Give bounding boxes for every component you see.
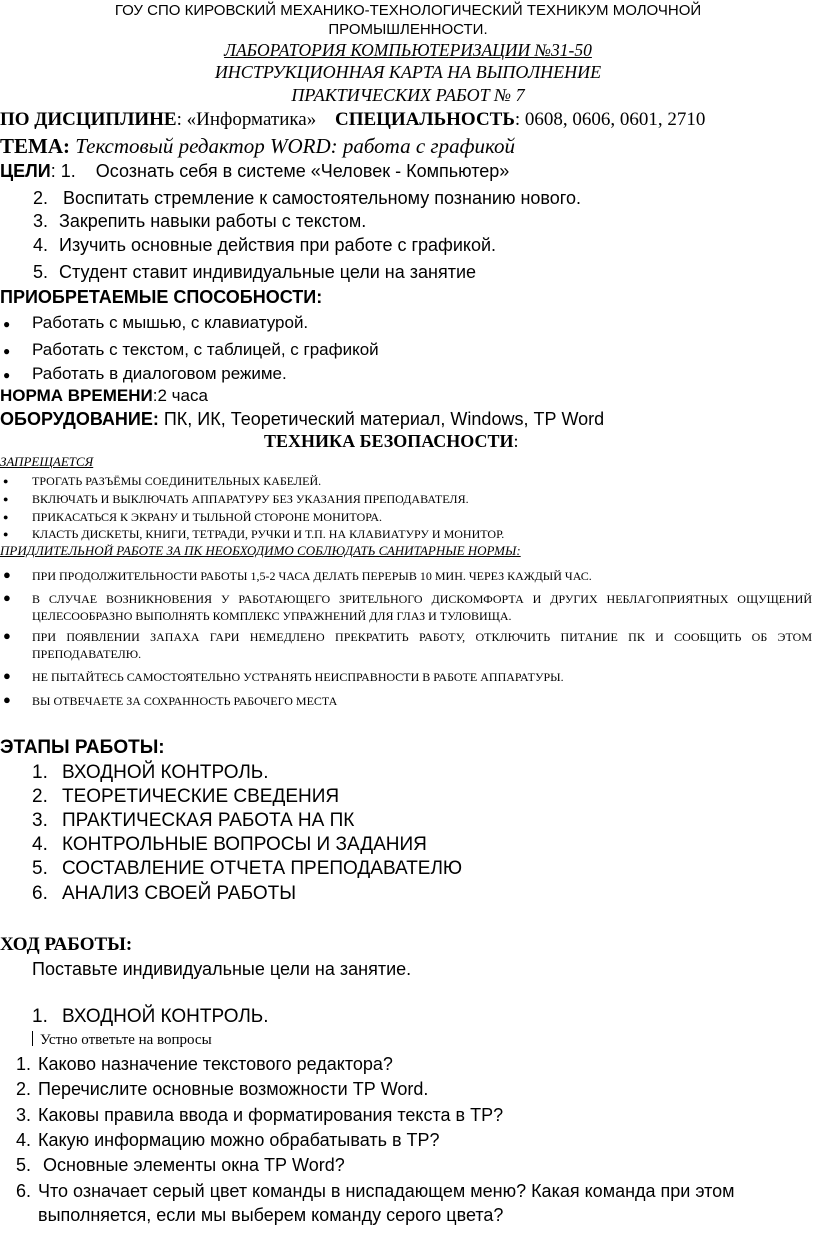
oral-instruction	[32, 1031, 212, 1049]
goal-text-2: Воспитать стремление к самостоятельному познанию нового.	[63, 188, 581, 208]
stage-number-5: 5.	[32, 858, 48, 879]
ability-item-3: Работать в диалоговом режиме.	[32, 364, 287, 383]
question-text-3: Каковы правила ввода и форматирования текста в ТР?	[38, 1105, 504, 1125]
goal-item-2	[33, 188, 581, 209]
stage-text-4: КОНТРОЛЬНЫЕ ВОПРОСЫ И ЗАДАНИЯ	[62, 834, 427, 855]
stage-number-2: 2.	[32, 786, 48, 807]
goal-item-4	[33, 235, 496, 256]
institution-line-1: ГОУ СПО КИРОВСКИЙ МЕХАНИКО-ТЕХНОЛОГИЧЕСКИЙ ТЕХНИКУМ МОЛОЧНОЙ	[114, 2, 702, 19]
control-heading	[32, 1006, 269, 1028]
stage-text-1: ВХОДНОЙ КОНТРОЛЬ.	[62, 762, 269, 783]
bullet-icon: ●	[3, 567, 11, 582]
stage-text-2: ТЕОРЕТИЧЕСКИЕ СВЕДЕНИЯ	[62, 786, 340, 807]
goal-number-1: : 1.	[50, 161, 76, 181]
goal-number-2: 2.	[33, 188, 49, 208]
forbidden-item-3: ПРИКАСАТЬСЯ К ЭКРАНУ И ТЫЛЬНОЙ СТОРОНЕ МОНИТОРА.	[32, 510, 383, 524]
question-number-1: 1.	[16, 1054, 32, 1074]
question-item-2	[16, 1079, 428, 1100]
norm-item-3: ПРИ ПОЯВЛЕНИИ ЗАПАХА ГАРИ НЕМЕДЛЕНО ПРЕКРАТИТЬ РАБОТУ, ОТКЛЮЧИТЬ ПИТАНИЕ ПК И СООБЩИТЬ ОБ ЭТОМ ПРЕПОДАВАТЕЛЮ.	[32, 630, 812, 661]
topic-label: ТЕМА:	[0, 134, 70, 158]
equipment-value: ПК, ИК, Теоретический материал, Windows, ТР Word	[158, 409, 605, 429]
bullet-icon: ●	[3, 368, 11, 382]
text-cursor-icon	[32, 1031, 33, 1046]
instruction-title-1: ИНСТРУКЦИОННАЯ КАРТА НА ВЫПОЛНЕНИЕ	[214, 62, 602, 82]
question-text-2: Перечислите основные возможности ТР Word.	[38, 1079, 429, 1099]
norm-item-1: ПРИ ПРОДОЛЖИТЕЛЬНОСТИ РАБОТЫ 1,5-2 ЧАСА ДЕЛАТЬ ПЕРЕРЫВ 10 МИН. ЧЕРЕЗ КАЖДЫЙ ЧАС.	[32, 569, 592, 583]
question-item-1	[16, 1054, 393, 1075]
time-line	[0, 386, 208, 406]
goal-number-3: 3.	[33, 211, 49, 231]
goals-label: ЦЕЛИ	[0, 161, 51, 181]
question-number-6: 6.	[16, 1181, 32, 1201]
question-text-1: Каково назначение текстового редактора?	[38, 1054, 393, 1074]
goal-number-4: 4.	[33, 235, 49, 255]
question-text-4: Какую информацию можно обрабатывать в ТР?	[38, 1130, 440, 1150]
topic-line	[0, 134, 515, 159]
norm-item-2: В СЛУЧАЕ ВОЗНИКНОВЕНИЯ У РАБОТАЮЩЕГО ЗРИТЕЛЬНОГО ДИСКОМФОРТА И ДРУГИХ НЕБЛАГОПРИЯТНЫХ ОЩУЩЕНИЙ ЦЕЛЕСООБРАЗНО ВЫПОЛНЯТЬ КОМПЛЕКС УПРАЖНЕНИЙ ДЛЯ ГЛАЗ И ТУЛОВИЩА.	[32, 592, 812, 623]
stage-item-3	[32, 810, 354, 832]
question-item-5	[16, 1155, 345, 1176]
speciality-value: : 0608, 0606, 0601, 2710	[514, 109, 706, 130]
stage-number-4: 4.	[32, 834, 48, 855]
norms-label: ПРИДЛИТЕЛЬНОЙ РАБОТЕ ЗА ПК НЕОБХОДИМО СОБЛЮДАТЬ САНИТАРНЫЕ НОРМЫ:	[0, 543, 521, 558]
safety-title-suffix: :	[513, 431, 519, 451]
forbidden-item-4: КЛАСТЬ ДИСКЕТЫ, КНИГИ, ТЕТРАДИ, РУЧКИ И Т.П. НА КЛАВИАТУРУ И МОНИТОР.	[32, 527, 505, 541]
bullet-icon: ●	[3, 344, 11, 358]
question-item-3	[16, 1105, 503, 1126]
question-number-2: 2.	[16, 1079, 32, 1099]
ability-item-1: Работать с мышью, с клавиатурой.	[32, 313, 309, 332]
discipline-line	[0, 109, 705, 131]
question-text-6: Что означает серый цвет команды в ниспадающем меню? Какая команда при этом	[38, 1181, 735, 1201]
stage-item-2	[32, 786, 339, 808]
bullet-icon: ●	[3, 692, 11, 707]
institution-line-2: ПРОМЫШЛЕННОСТИ.	[328, 21, 488, 38]
control-title: ВХОДНОЙ КОНТРОЛЬ.	[62, 1006, 269, 1027]
stage-number-1: 1.	[32, 762, 48, 783]
lab-title: ЛАБОРАТОРИЯ КОМПЬЮТЕРИЗАЦИИ №31-50	[224, 40, 592, 60]
bullet-icon: ●	[3, 590, 11, 605]
bullet-icon: ●	[3, 668, 11, 683]
stage-text-5: СОСТАВЛЕНИЕ ОТЧЕТА ПРЕПОДАВАТЕЛЮ	[62, 858, 463, 879]
goal-item-3	[33, 211, 366, 232]
stage-item-4	[32, 834, 427, 856]
discipline-value: : «Информатика»	[176, 109, 317, 130]
speciality-label: СПЕЦИАЛЬНОСТЬ	[334, 109, 515, 130]
stage-item-6	[32, 883, 296, 905]
equipment-line	[0, 409, 604, 430]
ability-item-2: Работать с текстом, с таблицей, с графикой	[32, 340, 379, 359]
bullet-icon: ●	[3, 529, 9, 539]
goal-text-1: Осознать себя в системе «Человек - Компьютер»	[95, 161, 510, 181]
time-value: :2 часа	[152, 386, 208, 405]
instruction-title-2: ПРАКТИЧЕСКИХ РАБОТ № 7	[291, 85, 525, 105]
question-number-3: 3.	[16, 1105, 32, 1125]
progress-intro: Поставьте индивидуальные цели на занятие.	[32, 959, 412, 979]
stage-text-3: ПРАКТИЧЕСКАЯ РАБОТА НА ПК	[62, 810, 355, 831]
goal-text-3: Закрепить навыки работы с текстом.	[59, 211, 367, 231]
stage-number-6: 6.	[32, 883, 48, 904]
stage-text-6: АНАЛИЗ СВОЕЙ РАБОТЫ	[62, 883, 297, 904]
oral-text: Устно ответьте на вопросы	[40, 1032, 212, 1048]
question-number-5: 5.	[16, 1155, 32, 1175]
discipline-label: ПО ДИСЦИПЛИНЕ	[0, 109, 177, 130]
time-label: НОРМА ВРЕМЕНИ	[0, 386, 153, 405]
equipment-label: ОБОРУДОВАНИЕ:	[0, 409, 159, 429]
topic-value: Текстовый редактор WORD: работа с графикой	[70, 134, 516, 158]
goal-item-1	[0, 161, 509, 182]
bullet-icon: ●	[3, 628, 11, 643]
goal-text-5: Студент ставит индивидуальные цели на занятие	[59, 262, 477, 282]
stage-number-3: 3.	[32, 810, 48, 831]
bullet-icon: ●	[3, 476, 9, 486]
question-text-5: Основные элементы окна ТР Word?	[38, 1155, 345, 1175]
bullet-icon: ●	[3, 512, 9, 522]
goal-number-5: 5.	[33, 262, 49, 282]
question-item-6-continued: выполняется, если мы выберем команду серого цвета?	[38, 1205, 504, 1225]
question-number-4: 4.	[16, 1130, 32, 1150]
progress-title: ХОД РАБОТЫ:	[0, 934, 133, 955]
safety-title-text: ТЕХНИКА БЕЗОПАСНОСТИ	[264, 431, 514, 451]
question-item-4	[16, 1130, 440, 1151]
forbidden-item-2: ВКЛЮЧАТЬ И ВЫКЛЮЧАТЬ АППАРАТУРУ БЕЗ УКАЗАНИЯ ПРЕПОДАВАТЕЛЯ.	[32, 492, 469, 506]
goal-text-4: Изучить основные действия при работе с графикой.	[59, 235, 497, 255]
norm-item-5: ВЫ ОТВЕЧАЕТЕ ЗА СОХРАННОСТЬ РАБОЧЕГО МЕСТА	[32, 694, 338, 708]
norm-item-4: НЕ ПЫТАЙТЕСЬ САМОСТОЯТЕЛЬНО УСТРАНЯТЬ НЕИСПРАВНОСТИ В РАБОТЕ АППАРАТУРЫ.	[32, 670, 564, 684]
bullet-icon: ●	[3, 494, 9, 504]
bullet-icon: ●	[3, 317, 11, 331]
question-item-6	[16, 1181, 735, 1202]
stage-item-1	[32, 762, 269, 784]
control-number: 1.	[32, 1006, 48, 1027]
goal-item-5	[33, 262, 476, 283]
safety-title	[264, 431, 519, 452]
forbidden-label: ЗАПРЕЩАЕТСЯ	[0, 454, 94, 469]
stage-item-5	[32, 858, 462, 880]
forbidden-item-1: ТРОГАТЬ РАЗЪЁМЫ СОЕДИНИТЕЛЬНЫХ КАБЕЛЕЙ.	[32, 474, 322, 488]
abilities-title: ПРИОБРЕТАЕМЫЕ СПОСОБНОСТИ:	[0, 287, 323, 307]
stages-title: ЭТАПЫ РАБОТЫ:	[0, 737, 165, 758]
